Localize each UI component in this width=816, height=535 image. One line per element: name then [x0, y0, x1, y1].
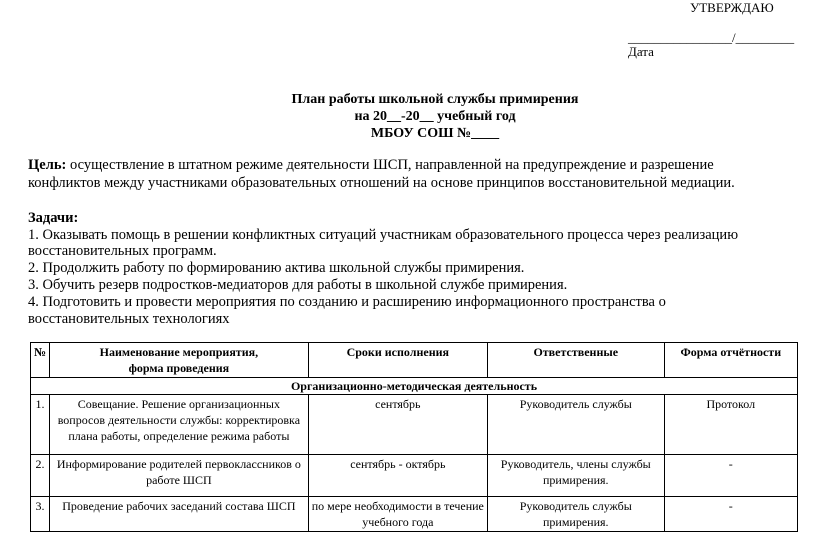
row-terms: по мере необходимости в течение учебного года — [308, 497, 487, 532]
row-responsible: Руководитель службы — [487, 395, 664, 455]
table-row — [31, 497, 798, 532]
row-num: 1. — [31, 395, 50, 455]
plan-table — [30, 342, 798, 532]
section-title: Организационно-методическая деятельность — [31, 378, 798, 395]
doc-title-line1: План работы школьной службы примирения — [291, 92, 579, 107]
header-terms: Сроки исполнения — [308, 343, 487, 378]
goal-text-2: конфликтов между участниками образовательных отношений на основе принципов восстановительной медиации. — [28, 175, 735, 191]
approve-label: УТВЕРЖДАЮ — [690, 0, 774, 15]
task-4-line2: восстановительных технологиях — [28, 311, 230, 327]
doc-title-line3: МБОУ СОШ №____ — [370, 126, 500, 141]
row-report: - — [664, 497, 797, 532]
header-responsible: Ответственные — [487, 343, 664, 378]
header-report: Форма отчётности — [664, 343, 797, 378]
row-responsible: Руководитель службы примирения. — [487, 497, 664, 532]
row-name: Проведение рабочих заседаний состава ШСП — [50, 497, 309, 532]
row-name: Совещание. Решение организационных вопросов деятельности службы: корректировка плана работы, определение режима работы — [50, 395, 309, 455]
date-label: Дата — [628, 44, 654, 59]
goal-line1 — [28, 157, 714, 174]
header-name — [50, 343, 309, 378]
section-row — [31, 378, 798, 395]
row-responsible: Руководитель, члены службы примирения. — [487, 455, 664, 497]
table-row — [31, 395, 798, 455]
doc-title-line2: на 20__-20__ учебный год — [354, 109, 516, 124]
row-report: - — [664, 455, 797, 497]
row-terms: сентябрь — [308, 395, 487, 455]
row-num: 3. — [31, 497, 50, 532]
task-3: 3. Обучить резерв подростков-медиаторов для работы в школьной службе примирения. — [28, 277, 568, 293]
row-num: 2. — [31, 455, 50, 497]
task-2: 2. Продолжить работу по формированию актива школьной службы примирения. — [28, 260, 525, 276]
table-header-row — [31, 343, 798, 378]
row-terms: сентябрь - октябрь — [308, 455, 487, 497]
tasks-label: Задачи: — [28, 210, 79, 226]
header-num: № — [31, 343, 50, 378]
signature-line: ________________/_________ — [628, 30, 795, 45]
task-4-line1: 4. Подготовить и провести мероприятия по созданию и расширению информационного пространства о — [28, 294, 666, 310]
task-1-line2: восстановительных программ. — [28, 243, 217, 259]
header-name-line1: Наименование мероприятия, — [99, 345, 259, 359]
table-row — [31, 455, 798, 497]
row-report: Протокол — [664, 395, 797, 455]
goal-text-1: осуществление в штатном режиме деятельности ШСП, направленной на предупреждение и разрешение — [66, 157, 714, 173]
row-name: Информирование родителей первоклассников о работе ШСП — [50, 455, 309, 497]
header-name-line2: форма проведения — [128, 361, 230, 375]
goal-label: Цель: — [28, 157, 67, 173]
task-1-line1: 1. Оказывать помощь в решении конфликтных ситуаций участникам образовательного процесса через реализацию — [28, 227, 739, 243]
